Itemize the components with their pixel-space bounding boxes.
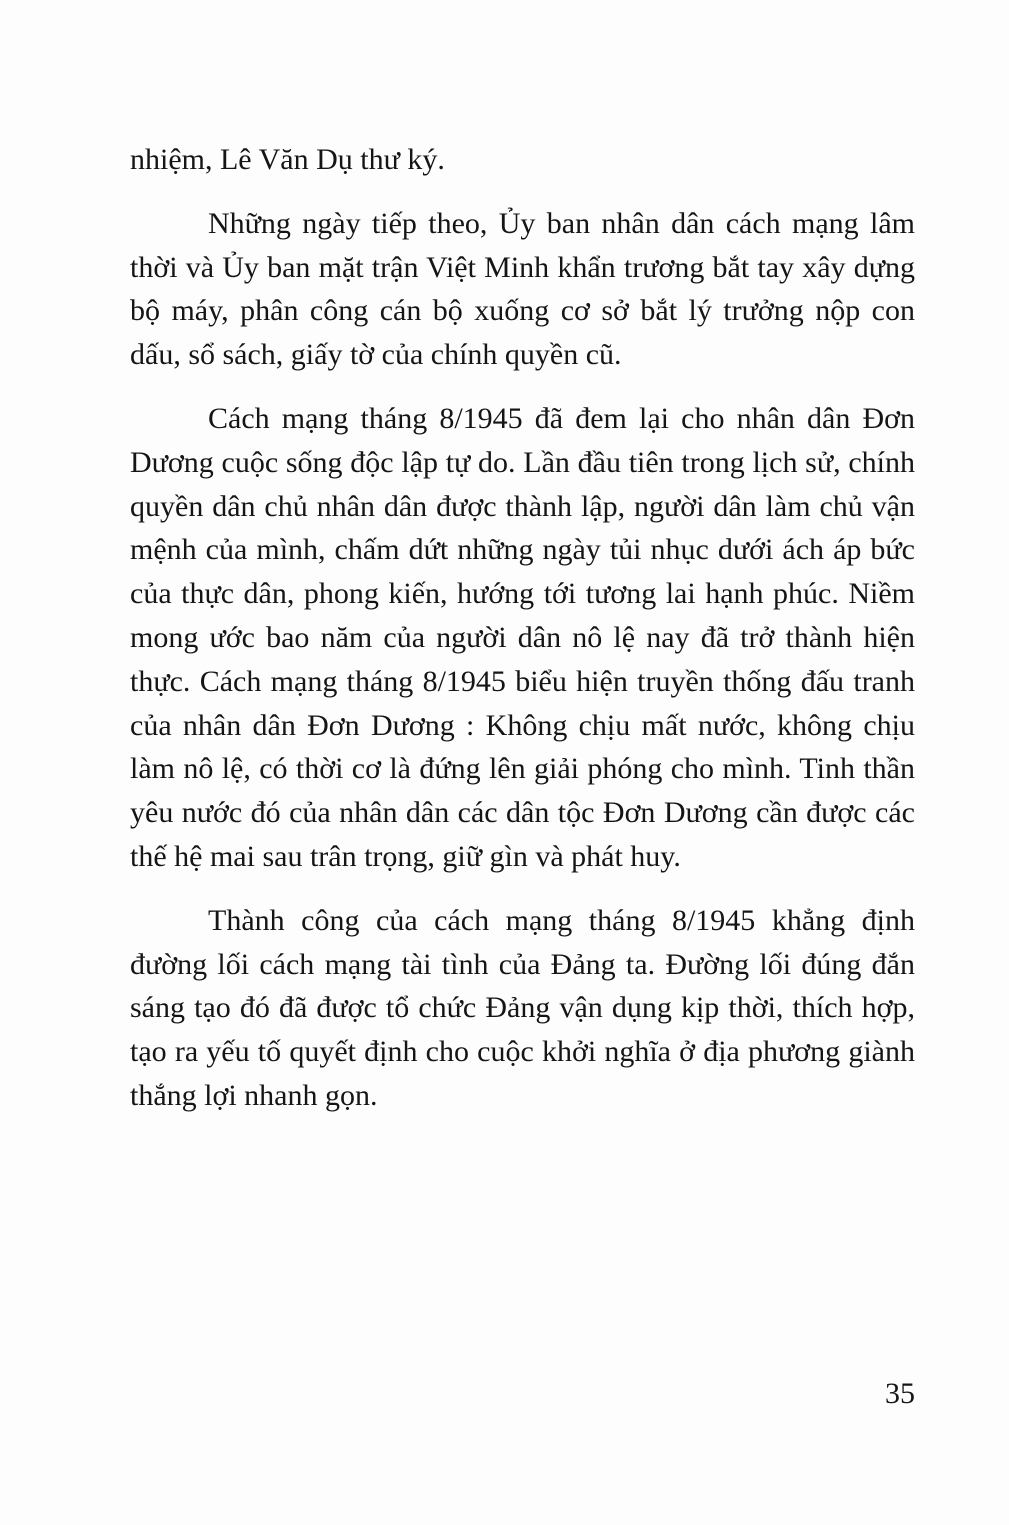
- paragraph-2: Những ngày tiếp theo, Ủy ban nhân dân cách mạng lâm thời và Ủy ban mặt trận Việt Minh khẩn trương bắt tay xây dựng bộ máy, phân công cán bộ xuống cơ sở bắt lý trưởng nộp con dấu, sổ sách, giấy tờ của chính quyền cũ.: [130, 206, 915, 372]
- body-text: [130, 138, 915, 1118]
- paragraph-3: Cách mạng tháng 8/1945 đã đem lại cho nhân dân Đơn Dương cuộc sống độc lập tự do. Lần đầu tiên trong lịch sử, chính quyền dân chủ nhân dân được thành lập, người dân làm chủ vận mệnh của mình, chấm dứt những ngày tủi nhục dưới ách áp bức của thực dân, phong kiến, hướng tới tương lai hạnh phúc. Niềm mong ước bao năm của người dân nô lệ nay đã trở thành hiện thực. Cách mạng tháng 8/1945 biểu hiện truyền thống đấu tranh của nhân dân Đơn Dương : Không chịu mất nước, không chịu làm nô lệ, có thời cơ là đứng lên giải phóng cho mình. Tinh thần yêu nước đó của nhân dân các dân tộc Đơn Dương cần được các thế hệ mai sau trân trọng, giữ gìn và phát huy.: [130, 401, 915, 873]
- paragraph-4: Thành công của cách mạng tháng 8/1945 khẳng định đường lối cách mạng tài tình của Đảng ta. Đường lối đúng đắn sáng tạo đó đã được tổ chức Đảng vận dụng kịp thời, thích hợp, tạo ra yếu tố quyết định cho cuộc khởi nghĩa ở địa phương giành thắng lợi nhanh gọn.: [130, 903, 915, 1112]
- paragraph-1: nhiệm, Lê Văn Dụ thư ký.: [130, 143, 445, 176]
- page-number: 35: [885, 1377, 915, 1410]
